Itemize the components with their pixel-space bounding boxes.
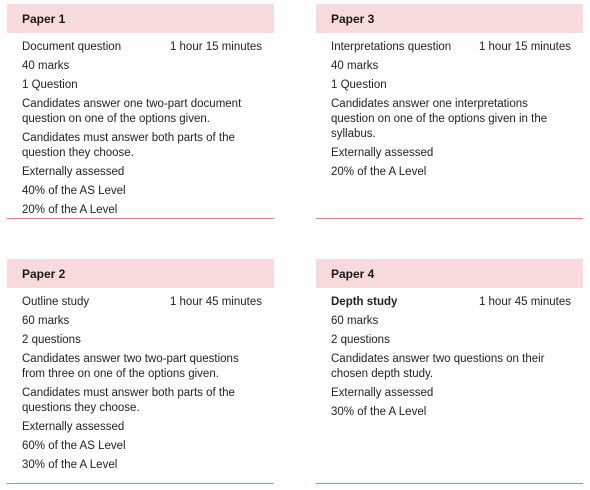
paper-1-assessment: Externally assessed [22,166,125,178]
paper-3-type: Interpretations question [331,41,452,53]
paper-3-duration: 1 hour 15 minutes [478,41,571,53]
paper-1-questions: 1 Question [22,79,78,91]
paper-1-instructions: Candidates answer one two-part document question on one of the options given. [22,98,242,125]
paper-2-assessment: Externally assessed [22,421,125,433]
paper-4-card [316,259,583,484]
paper-3-title: Paper 3 [316,4,583,33]
paper-4-assessment: Externally assessed [331,387,434,399]
paper-2-type: Outline study [22,296,90,308]
paper-4-type-row [331,295,583,310]
paper-4-questions: 2 questions [331,334,390,346]
paper-3-assessment: Externally assessed [331,147,434,159]
paper-1-type-row [22,40,274,55]
paper-1-card [7,4,274,219]
paper-3-questions: 1 Question [331,79,387,91]
paper-2-duration: 1 hour 45 minutes [169,296,262,308]
paper-2-a-weight: 30% of the A Level [22,459,118,471]
paper-1-marks: 40 marks [22,60,70,72]
paper-3-a-weight: 20% of the A Level [331,166,427,178]
paper-4-a-weight: 30% of the A Level [331,406,427,418]
paper-4-instructions: Candidates answer two questions on their chosen depth study. [331,353,545,380]
paper-3-type-row [331,40,583,55]
paper-1-requirement: Candidates must answer both parts of the question they choose. [22,132,235,159]
paper-2-as-weight: 60% of the AS Level [22,440,126,452]
paper-1-body [7,33,274,219]
paper-4-body [316,288,583,484]
paper-2-body [7,288,274,484]
paper-2-instructions: Candidates answer two two-part questions from three on one of the options given. [22,353,239,380]
paper-2-card [7,259,274,484]
paper-2-requirement: Candidates must answer both parts of the questions they choose. [22,387,235,414]
paper-1-as-weight: 40% of the AS Level [22,185,126,197]
paper-1-duration: 1 hour 15 minutes [169,41,262,53]
paper-2-questions: 2 questions [22,334,81,346]
paper-3-instructions: Candidates answer one interpretations question on one of the options given in the syllabus. [331,98,548,140]
paper-2-type-row [22,295,274,310]
paper-3-marks: 40 marks [331,60,379,72]
paper-4-duration: 1 hour 45 minutes [478,296,571,308]
paper-4-marks: 60 marks [331,315,379,327]
paper-2-marks: 60 marks [22,315,70,327]
paper-2-title: Paper 2 [7,259,274,288]
paper-3-card [316,4,583,219]
paper-3-body [316,33,583,219]
paper-1-type: Document question [22,41,122,53]
paper-4-title: Paper 4 [316,259,583,288]
paper-4-type: Depth study [331,296,398,308]
paper-1-title: Paper 1 [7,4,274,33]
paper-1-a-weight: 20% of the A Level [22,204,118,216]
